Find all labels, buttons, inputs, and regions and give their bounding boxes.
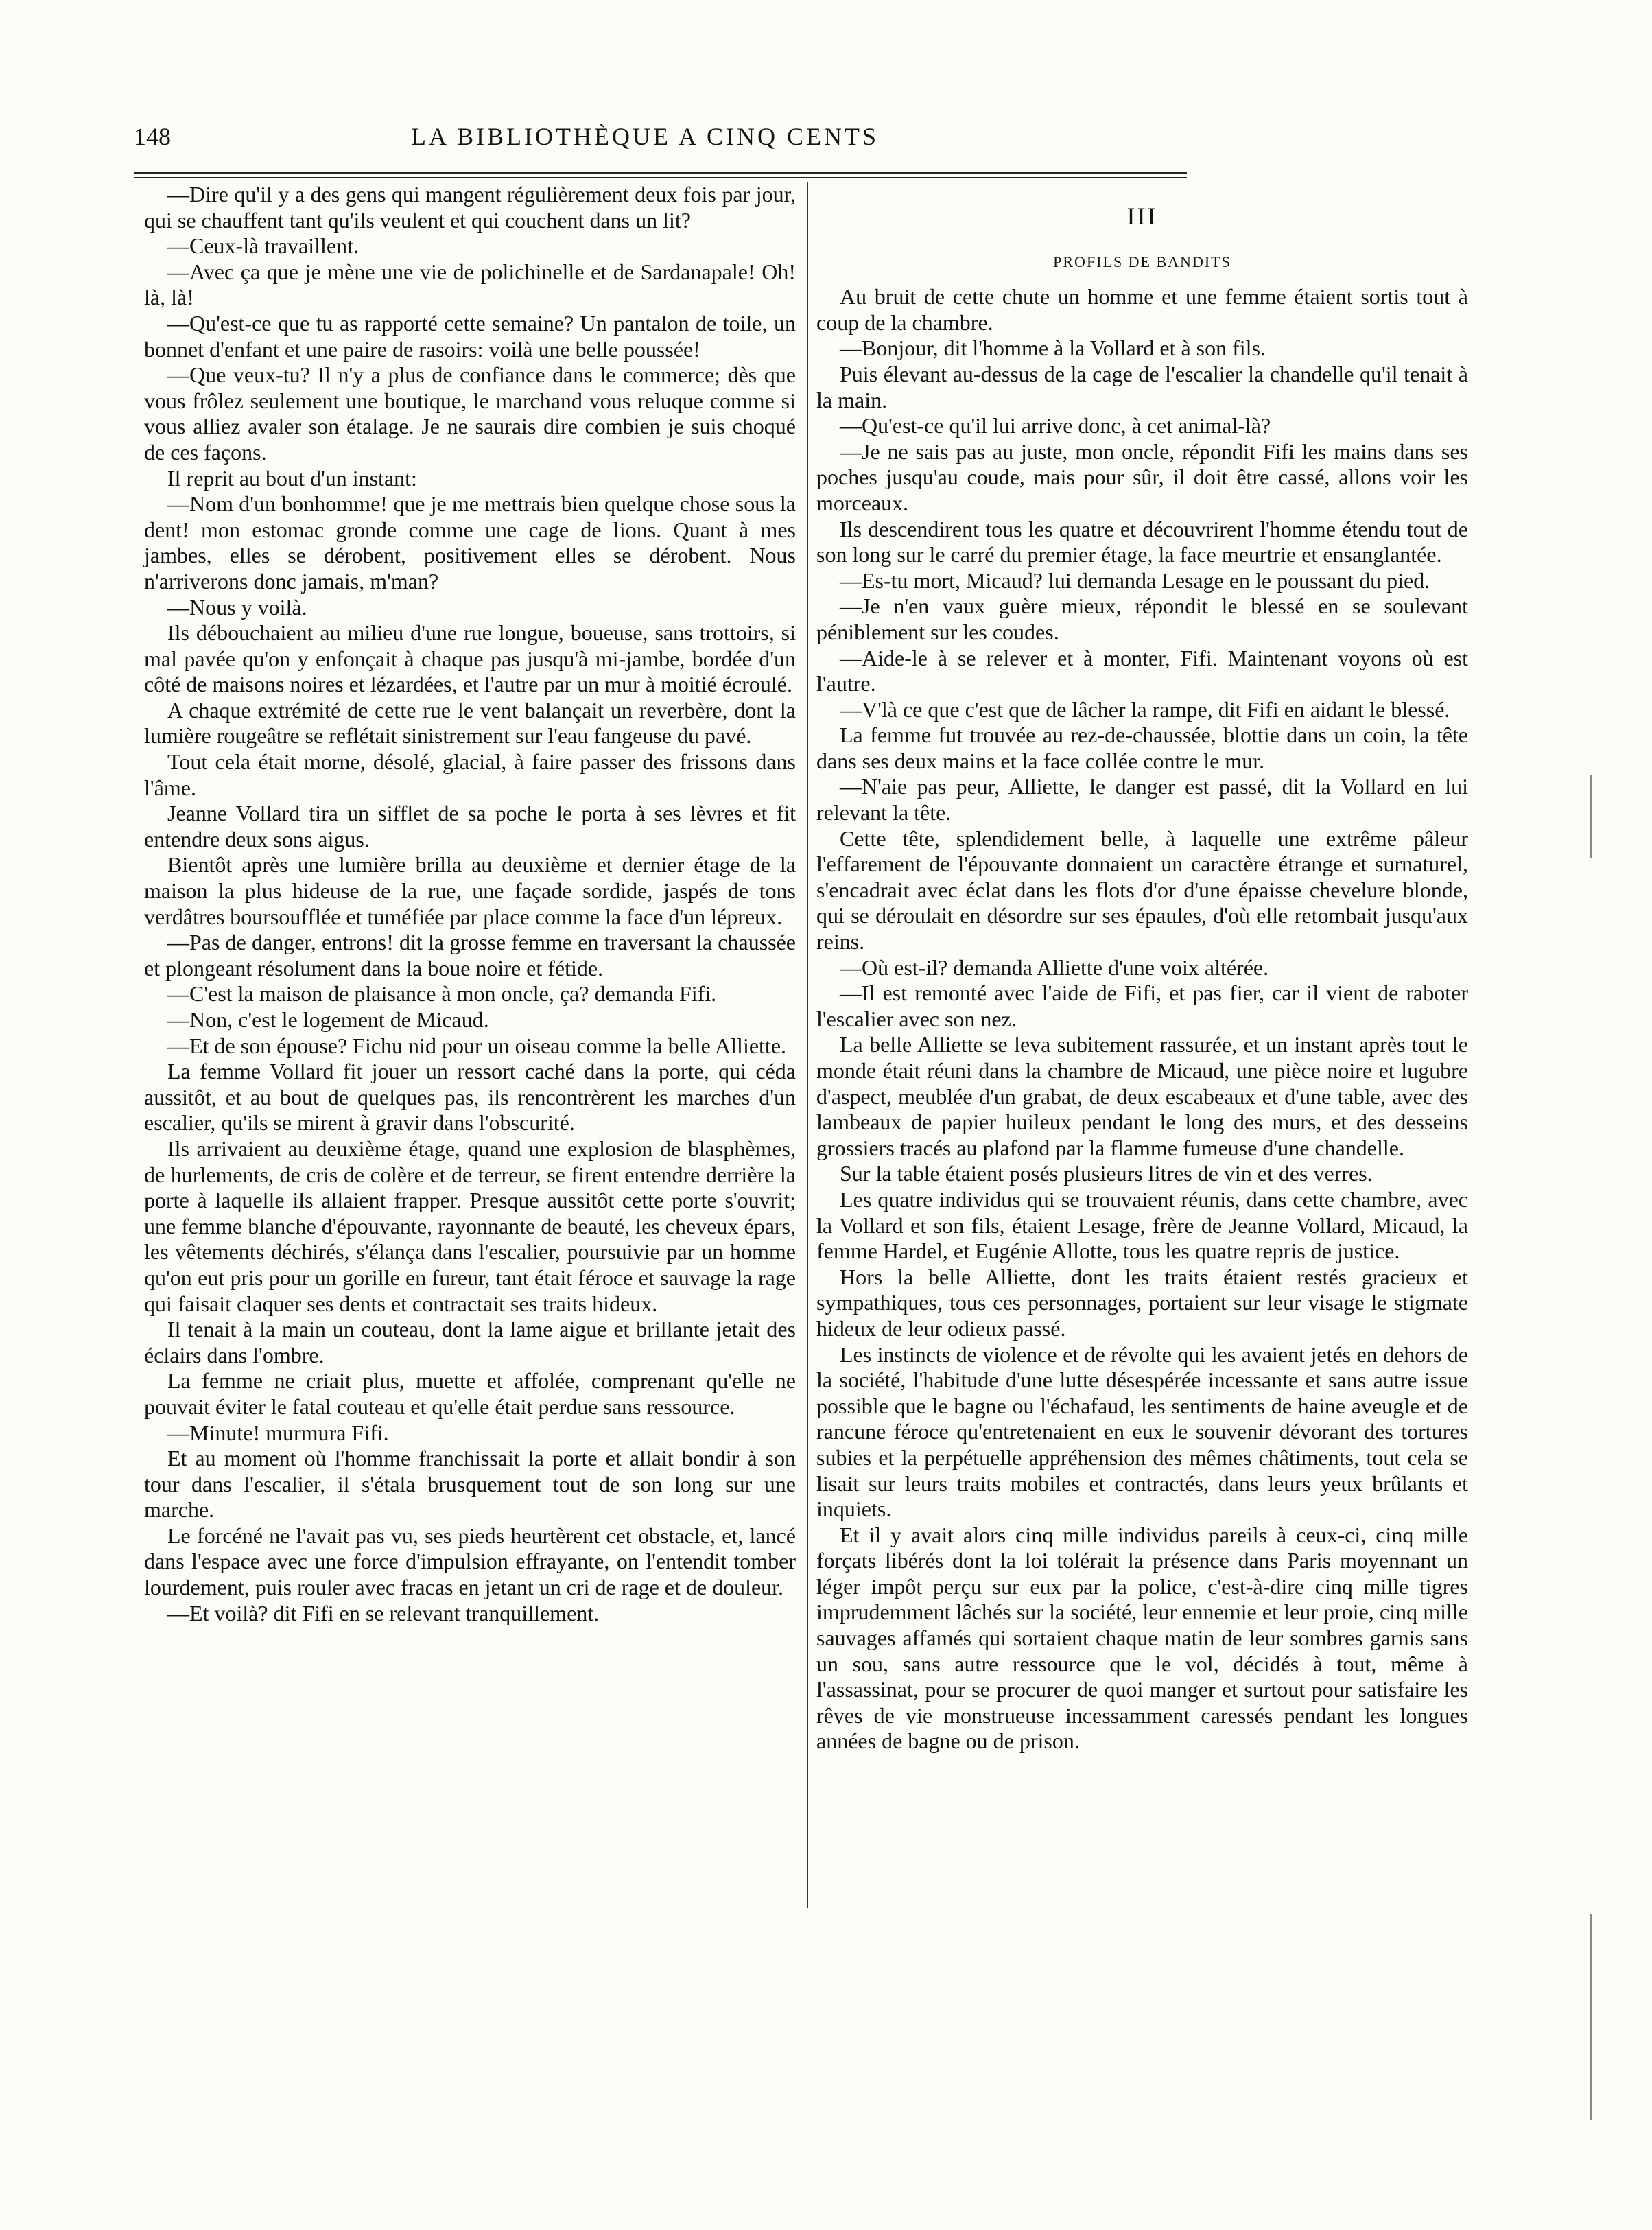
paragraph: —Minute! murmura Fifi. xyxy=(167,1420,389,1445)
paragraph: —V'là ce que c'est que de lâcher la rampe, dit Fifi en aidant le blessé. xyxy=(840,696,1450,722)
page-header xyxy=(134,122,1156,163)
header-rule xyxy=(134,172,1187,174)
paragraph: Au bruit de cette chute un homme et une femme étaient sortis tout à coup de la chambre. xyxy=(816,284,1468,335)
paragraph: —N'aie pas peur, Alliette, le danger est passé, dit la Vollard en lui relevant la tête. xyxy=(816,774,1468,825)
paragraph: Cette tête, splendidement belle, à laquelle une extrême pâleur l'effarement de l'épouvante donnaient un caractère étrange et surnaturel, s'encadrait avec éclat dans les flots d'or d'une épaisse chevelure blonde, qui se déroulait en désordre sur ses épaules, d'où elle retombait jusqu'aux reins. xyxy=(816,825,1468,954)
paragraph: Bientôt après une lumière brilla au deuxième et dernier étage de la maison la plus hideuse de la rue, une façade sordide, jaspés de tons verdâtres boursoufflée et tuméfiée par place comme la face d'un lépreux. xyxy=(144,852,796,929)
chapter-title: PROFILS DE BANDITS xyxy=(1053,253,1231,270)
paragraph: Tout cela était morne, désolé, glacial, à faire passer des frissons dans l'âme. xyxy=(144,749,796,800)
paragraph: —Qu'est-ce qu'il lui arrive donc, à cet animal-là? xyxy=(840,413,1271,438)
paragraph: —Et voilà? dit Fifi en se relevant tranquillement. xyxy=(167,1600,600,1625)
paragraph: La belle Alliette se leva subitement rassurée, et un instant après tout le monde était réuni dans la chambre de Micaud, une pièce noire et lugubre d'aspect, meublée d'un grabat, de deux escabeaux et d'une table, avec des lambeaux de papier huileux pendant le long des murs, et des desseins grossiers tracés au plafond par la flamme fumeuse d'une chandelle. xyxy=(816,1032,1468,1160)
paragraph: —Que veux-tu? Il n'y a plus de confiance dans le commerce; dès que vous frôlez seulement une boutique, le marchand vous reluque comme si vous alliez avaler son étalage. Je ne saurais dire combien je suis choqué de ces façons. xyxy=(144,362,796,465)
paragraph: —Et de son épouse? Fichu nid pour un oiseau comme la belle Alliette. xyxy=(167,1033,787,1058)
paragraph: —Il est remonté avec l'aide de Fifi, et pas fier, car il vient de raboter l'escalier avec son nez. xyxy=(816,981,1468,1031)
paragraph: —Dire qu'il y a des gens qui mangent régulièrement deux fois par jour, qui se chauffent tant qu'ils veulent et qui couchent dans un lit? xyxy=(144,182,796,233)
paragraph: Sur la table étaient posés plusieurs litres de vin et des verres. xyxy=(840,1161,1373,1186)
column-divider xyxy=(807,182,808,1908)
paragraph: Hors la belle Alliette, dont les traits étaient restés gracieux et sympathiques, tous ces personnages, portaient sur leur visage le stigmate hideux de leur odieux passé. xyxy=(816,1264,1468,1341)
paragraph: —Où est-il? demanda Alliette d'une voix altérée. xyxy=(840,954,1269,980)
right-column xyxy=(816,182,1468,1754)
paragraph: Le forcéné ne l'avait pas vu, ses pieds heurtèrent cet obstacle, et, lancé dans l'espace avec une force d'impulsion effrayante, on l'entendit tomber lourdement, puis rouler avec fracas en jetant un cri de rage et de douleur. xyxy=(144,1523,796,1600)
paragraph: —Pas de danger, entrons! dit la grosse femme en traversant la chaussée et plongeant résolument dans la boue noire et fétide. xyxy=(144,930,796,981)
running-title: LA BIBLIOTHÈQUE A CINQ CENTS xyxy=(411,123,879,150)
paragraph: —C'est la maison de plaisance à mon oncle, ça? demanda Fifi. xyxy=(167,981,717,1007)
paragraph: Jeanne Vollard tira un sifflet de sa poche le porta à ses lèvres et fit entendre deux sons aigus. xyxy=(144,801,796,852)
header-rule-double xyxy=(134,177,1187,178)
paragraph: A chaque extrémité de cette rue le vent balançait un reverbère, dont la lumière rougeâtre se reflétait sinistrement sur l'eau fangeuse du pavé. xyxy=(144,697,796,749)
paragraph: Les quatre individus qui se trouvaient réunis, dans cette chambre, avec la Vollard et son fils, étaient Lesage, frère de Jeanne Vollard, Micaud, la femme Hardel, et Eugénie Allotte, tous les quatre repris de justice. xyxy=(816,1186,1468,1264)
paragraph: —Je n'en vaux guère mieux, répondit le blessé en se soulevant péniblement sur les coudes. xyxy=(816,594,1468,644)
paragraph: Et au moment où l'homme franchissait la porte et allait bondir à son tour dans l'escalier, il s'étala brusquement tout de son long sur une marche. xyxy=(144,1446,796,1523)
paragraph: —Je ne sais pas au juste, mon oncle, répondit Fifi les mains dans ses poches jusqu'au coude, mais pour sûr, il doit être cassé, allons voir les morceaux. xyxy=(816,438,1468,515)
paragraph: Il reprit au bout d'un instant: xyxy=(167,465,417,491)
paragraph: Il tenait à la main un couteau, dont la lame aigue et brillante jetait des éclairs dans l'ombre. xyxy=(144,1317,796,1368)
left-column xyxy=(144,182,796,1626)
paragraph: —Ceux-là travaillent. xyxy=(167,233,359,259)
scan-edge-mark xyxy=(1590,775,1592,858)
paragraph: La femme ne criait plus, muette et affolée, comprenant qu'elle ne pouvait éviter le fatal couteau et qu'elle était perdue sans ressource. xyxy=(144,1368,796,1419)
scan-edge-mark xyxy=(1590,1914,1592,2120)
paragraph: Puis élevant au-dessus de la cage de l'escalier la chandelle qu'il tenait à la main. xyxy=(816,361,1468,412)
paragraph: La femme Vollard fit jouer un ressort caché dans la porte, qui céda aussitôt, et au bout de quelques pas, ils rencontrèrent les marches d'un escalier, qu'ils se mirent à gravir dans l'obscurité. xyxy=(144,1059,796,1136)
paragraph: —Bonjour, dit l'homme à la Vollard et à son fils. xyxy=(840,336,1266,361)
paragraph: Et il y avait alors cinq mille individus pareils à ceux-ci, cinq mille forçats libérés dont la loi tolérait la présence dans Paris moyennant un léger impôt perçu sur eux par la police, c'est-à-dire cinq mille tigres imprudemment lâchés sur la société, leur ennemie et leur proie, cinq mille sauvages affamés qui sortaient chaque matin de leur sombres garnis sans un sou, sans autre ressource que le vol, décidés à tout, même à l'assassinat, pour se procurer de quoi manger et surtout pour satisfaire les rêves de vie monstrueuse incessamment caressés pendant les longues années de bagne ou de prison. xyxy=(816,1522,1468,1754)
paragraph: Ils arrivaient au deuxième étage, quand une explosion de blasphèmes, de hurlements, de cris de colère et de terreur, se firent entendre derrière la porte à laquelle ils allaient frapper. Presque aussitôt cette porte s'ouvrit; une femme blanche d'épouvante, rayonnante de beauté, les cheveux épars, les vêtements déchirés, s'élança dans l'escalier, poursuivie par un homme qu'on eut pris pour un gorille en fureur, tant était féroce et sauvage la rage qui faisait claquer ses dents et contractait ses traits hideux. xyxy=(144,1136,796,1316)
paragraph: —Nom d'un bonhomme! que je me mettrais bien quelque chose sous la dent! mon estomac gronde comme une cage de lions. Quant à mes jambes, elles se dérobent, positivement elles se dérobent. Nous n'arriverons donc jamais, m'man? xyxy=(144,491,796,594)
paragraph: Ils descendirent tous les quatre et découvrirent l'homme étendu tout de son long sur le carré du premier étage, la face meurtrie et ensanglantée. xyxy=(816,516,1468,567)
paragraph: La femme fut trouvée au rez-de-chaussée, blottie dans un coin, la tête dans ses deux mains et la face collée contre le mur. xyxy=(816,723,1468,773)
paragraph: —Non, c'est le logement de Micaud. xyxy=(167,1007,489,1032)
paragraph: —Avec ça que je mène une vie de polichinelle et de Sardanapale! Oh! là, là! xyxy=(144,259,796,310)
chapter-number: III xyxy=(1126,202,1158,230)
paragraph: —Es-tu mort, Micaud? lui demanda Lesage en le poussant du pied. xyxy=(840,567,1430,593)
paragraph: —Qu'est-ce que tu as rapporté cette semaine? Un pantalon de toile, un bonnet d'enfant et une paire de rasoirs: voilà une belle poussée! xyxy=(144,310,796,362)
page-number: 148 xyxy=(134,123,171,150)
paragraph: —Nous y voilà. xyxy=(167,594,307,620)
paragraph: Les instincts de violence et de révolte qui les avaient jetés en dehors de la société, l'habitude d'une lutte désespérée incessante et sans autre issue possible que le bagne ou l'échafaud, les sentiments de haine aveugle et de rancune féroce qu'entretenaient en eux le souvenir dévorant des tortures subies et la perpétuelle appréhension des mêmes châtiments, tout cela se lisait sur leurs traits mobiles et contractés, dans leurs yeux brûlants et inquiets. xyxy=(816,1341,1468,1522)
paragraph: Ils débouchaient au milieu d'une rue longue, boueuse, sans trottoirs, si mal pavée qu'on y enfonçait à chaque pas jusqu'à mi-jambe, bordée d'un côté de maisons noires et lézardées, et l'autre par un mur à moitié écroulé. xyxy=(144,620,796,697)
paragraph: —Aide-le à se relever et à monter, Fifi. Maintenant voyons où est l'autre. xyxy=(816,645,1468,696)
